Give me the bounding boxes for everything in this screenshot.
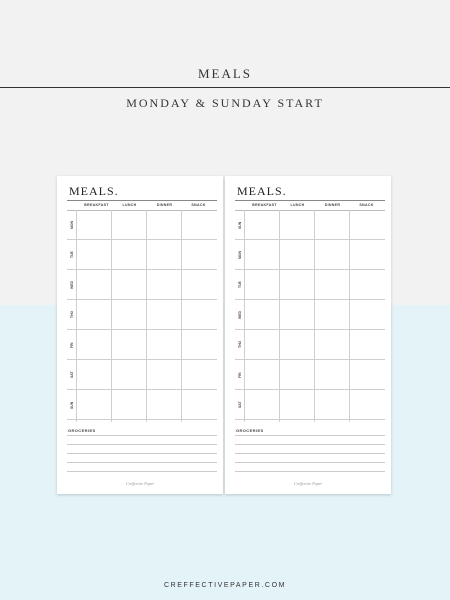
day-label: SUN bbox=[238, 221, 242, 229]
day-label: MON bbox=[238, 251, 242, 259]
brand-signature: Creffective Paper bbox=[125, 481, 155, 486]
day-label: WED bbox=[70, 281, 74, 289]
day-label: FRI bbox=[70, 342, 74, 348]
groceries-label: GROCERIES bbox=[236, 428, 264, 433]
day-label: MON bbox=[70, 221, 74, 229]
column-header-snack: SNACK bbox=[359, 203, 374, 207]
day-row bbox=[67, 360, 217, 390]
column-header-dinner: DINNER bbox=[324, 203, 341, 207]
day-row bbox=[235, 270, 385, 300]
day-row bbox=[67, 330, 217, 360]
day-row bbox=[235, 330, 385, 360]
column-header-dinner: DINNER bbox=[156, 203, 173, 207]
day-row bbox=[235, 360, 385, 390]
page-subtitle: MONDAY & SUNDAY START bbox=[126, 96, 324, 110]
day-label: THU bbox=[70, 311, 74, 319]
groceries-label: GROCERIES bbox=[68, 428, 96, 433]
day-label: SUN bbox=[70, 401, 74, 409]
day-row bbox=[67, 240, 217, 270]
groceries-line bbox=[67, 444, 217, 445]
column-header-lunch: LUNCH bbox=[122, 203, 137, 207]
column-header-lunch: LUNCH bbox=[290, 203, 305, 207]
day-label: SAT bbox=[70, 371, 74, 379]
groceries-line bbox=[67, 471, 217, 472]
planner-page-monday-start bbox=[57, 176, 223, 494]
day-label: WED bbox=[238, 311, 242, 319]
column-header-snack: SNACK bbox=[191, 203, 206, 207]
day-row bbox=[235, 300, 385, 330]
day-row bbox=[235, 390, 385, 420]
day-label: SAT bbox=[238, 401, 242, 409]
heading-rule bbox=[67, 200, 217, 201]
footer-brand-url[interactable]: CREFFECTIVEPAPER.COM bbox=[163, 582, 287, 589]
day-label: TUE bbox=[238, 281, 242, 289]
groceries-line bbox=[67, 453, 217, 454]
groceries-line bbox=[235, 471, 385, 472]
day-row bbox=[67, 210, 217, 240]
groceries-line bbox=[235, 462, 385, 463]
day-label: THU bbox=[238, 341, 242, 349]
page-title: MEALS bbox=[197, 66, 253, 81]
day-row bbox=[67, 390, 217, 420]
day-row bbox=[67, 270, 217, 300]
brand-signature: Creffective Paper bbox=[293, 481, 323, 486]
meal-grid bbox=[235, 210, 385, 422]
groceries-line bbox=[235, 453, 385, 454]
planner-heading: MEALS. bbox=[237, 184, 287, 198]
day-row bbox=[67, 300, 217, 330]
column-header-breakfast: BREAKFAST bbox=[252, 203, 277, 207]
day-label: TUE bbox=[70, 251, 74, 259]
title-divider bbox=[0, 87, 450, 88]
day-row bbox=[235, 240, 385, 270]
planner-page-sunday-start bbox=[225, 176, 391, 494]
groceries-line bbox=[235, 435, 385, 436]
day-label: FRI bbox=[238, 372, 242, 378]
groceries-line bbox=[235, 444, 385, 445]
heading-rule bbox=[235, 200, 385, 201]
groceries-line bbox=[67, 462, 217, 463]
groceries-line bbox=[67, 435, 217, 436]
meal-grid bbox=[67, 210, 217, 422]
day-row bbox=[235, 210, 385, 240]
planner-heading: MEALS. bbox=[69, 184, 119, 198]
column-header-breakfast: BREAKFAST bbox=[84, 203, 109, 207]
